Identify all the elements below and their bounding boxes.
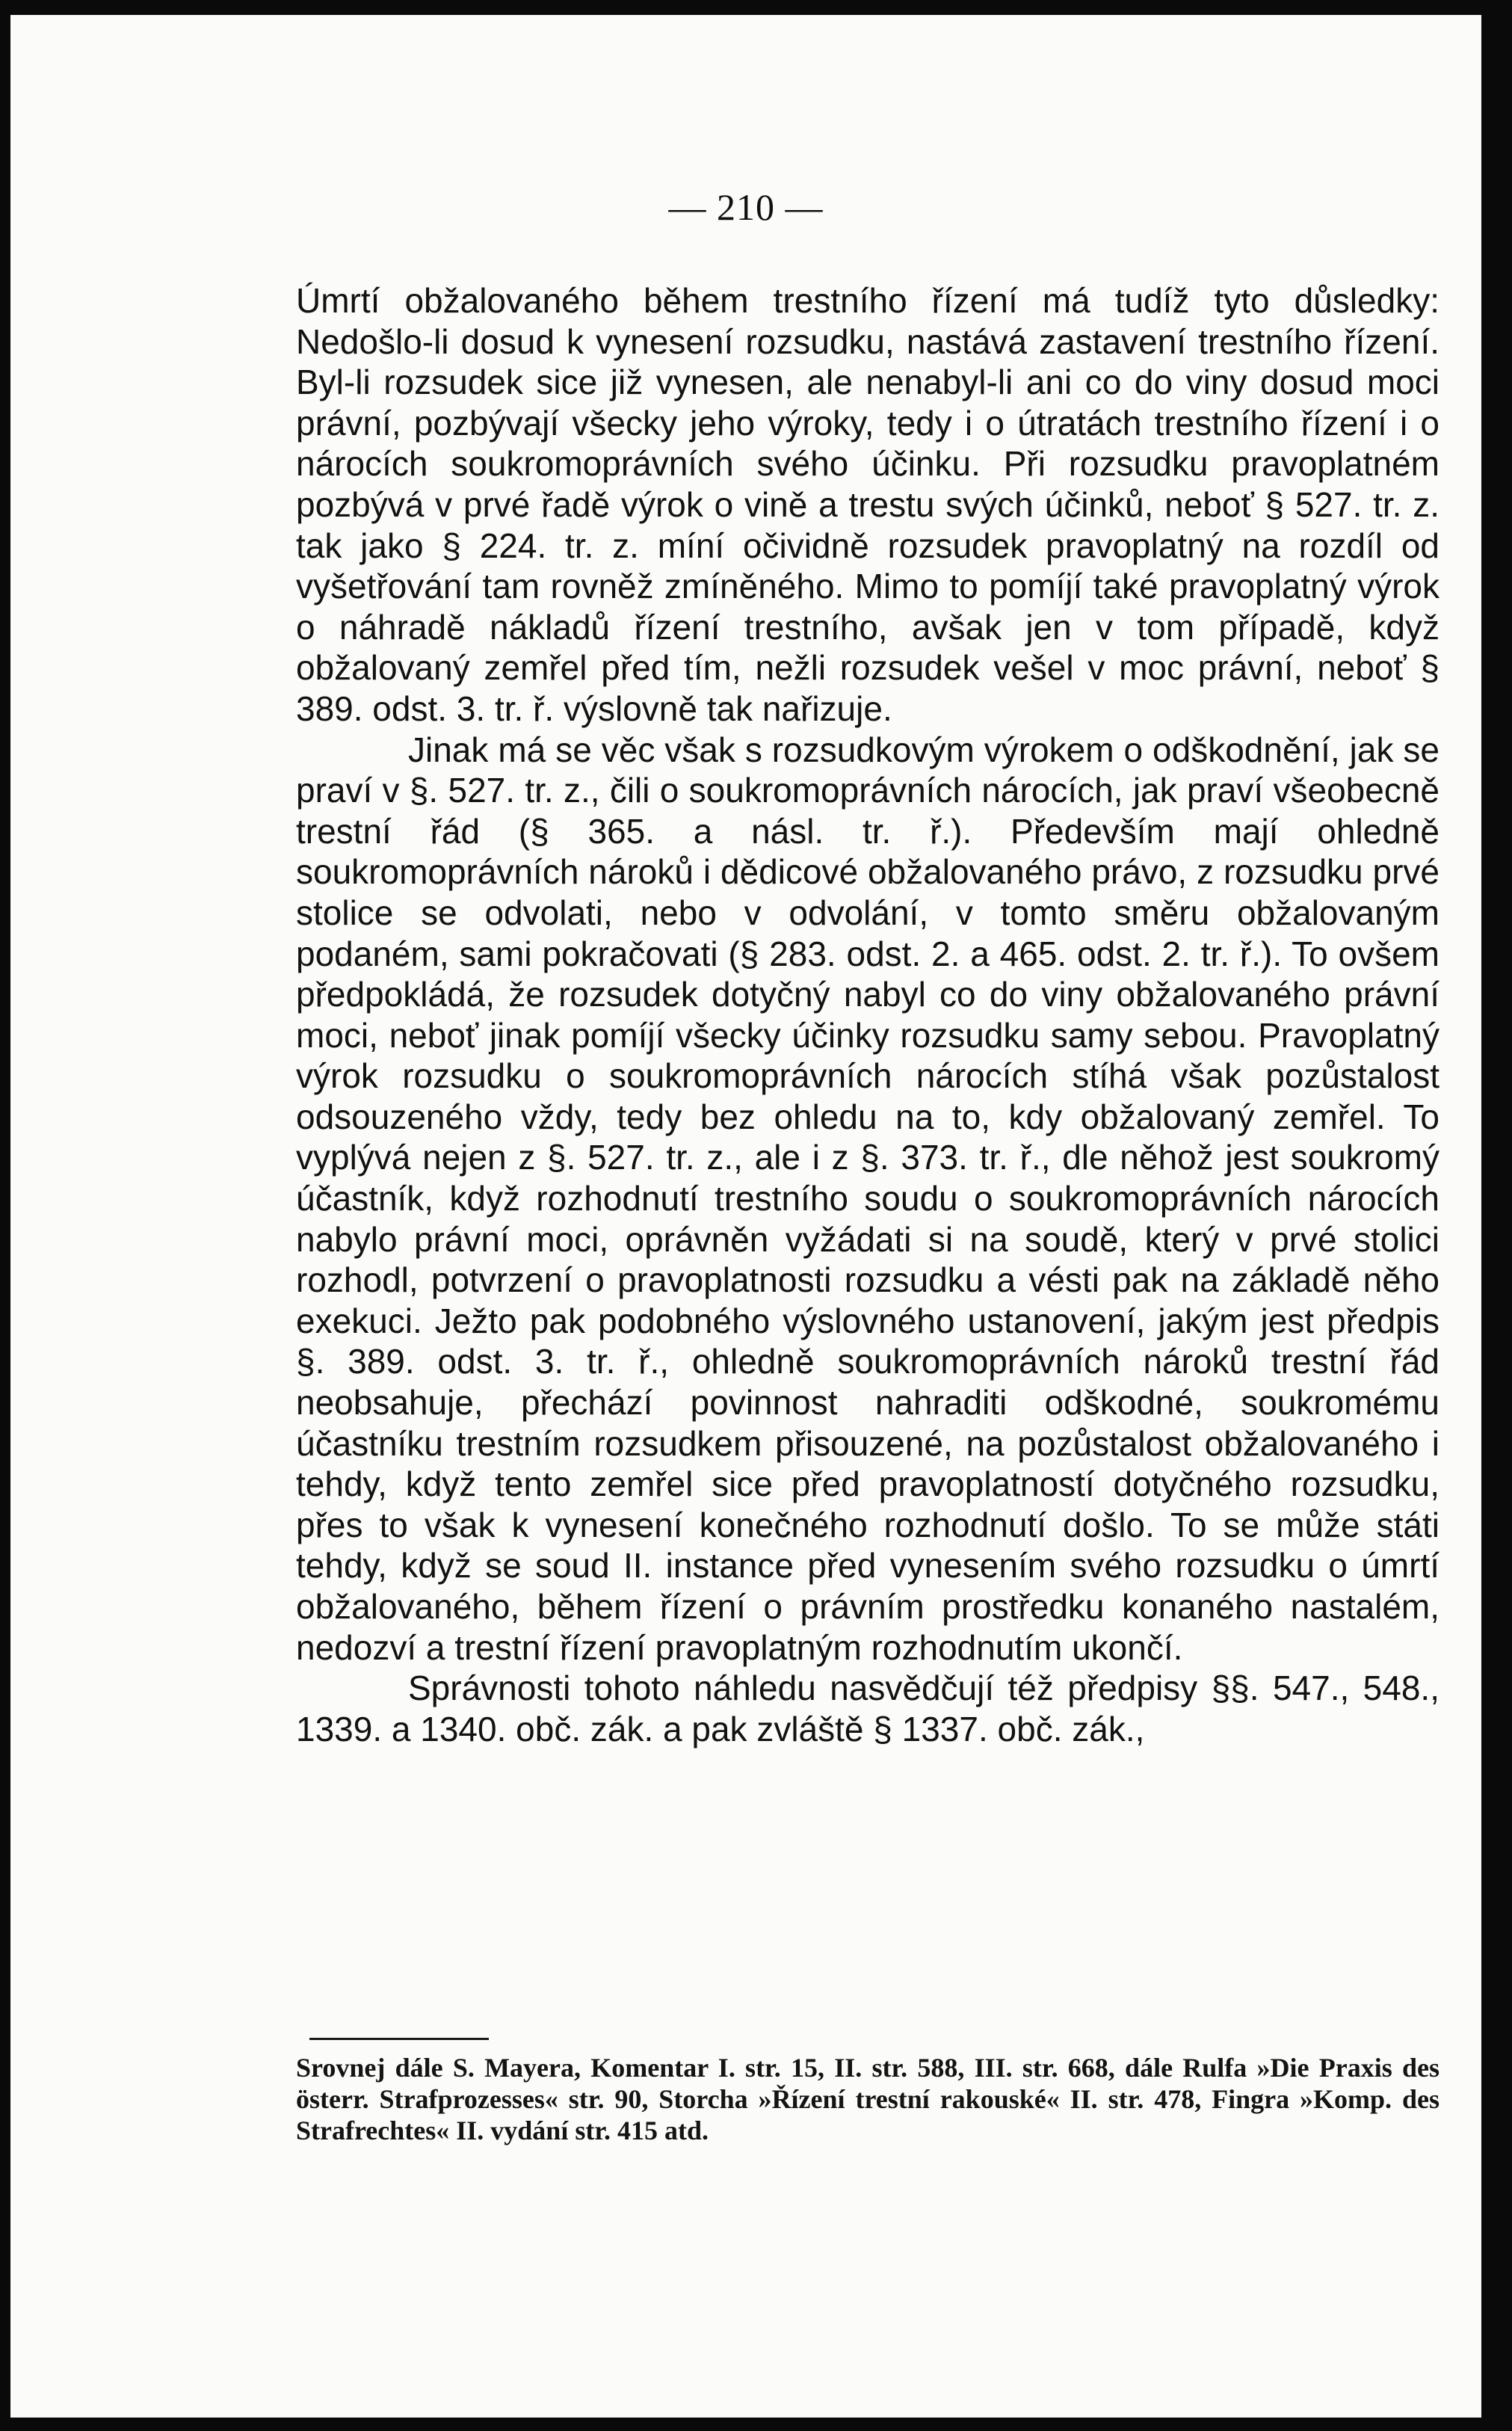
footnote-divider [309, 2038, 489, 2040]
paragraph-2: Jinak má se věc však s rozsudkovým výrokem o odškodnění, jak se praví v §. 527. tr. z., čili o soukromoprávních nárocích, jak praví všeobecně trestní řád (§ 365. a násl. tr. ř.). Především mají ohledně soukromoprávních nároků i dědicové obžalovaného právo, z rozsudku prvé stolice se odvolati, nebo v odvolání, v tomto směru obžalovaným podaném, sami pokračovati (§ 283. odst. 2. a 465. odst. 2. tr. ř.). To ovšem předpokládá, že rozsudek dotyčný nabyl co do viny obžalovaného právní moci, neboť jinak pomíjí všecky účinky rozsudku samy sebou. Pravoplatný výrok rozsudku o soukromoprávních nárocích stíhá však pozůstalost odsouzeného vždy, tedy bez ohledu na to, kdy obžalovaný zemřel. To vyplývá nejen z §. 527. tr. z., ale i z §. 373. tr. ř., dle něhož jest soukromý účastník, když rozhodnutí trestního soudu o soukromoprávních nárocích nabylo právní moci, oprávněn vyžádati si na soudě, který v prvé stolici rozhodl, potvrzení o pravoplatnosti rozsudku a vésti pak na základě něho exekuci. Ježto pak podobného výslovného ustanovení, jakým jest předpis §. 389. odst. 3. tr. ř., ohledně soukromoprávních nároků trestní řád neobsahuje, přechází povinnost nahraditi odškodné, soukromému účastníku trestním rozsudkem přisouzené, na pozůstalost obžalovaného i tehdy, když tento zemřel sice před pravoplatností dotyčného rozsudku, přes to však k vynesení konečného rozhodnutí došlo. To se může státi tehdy, když se soud II. instance před vynesením svého rozsudku o úmrtí obžalovaného, během řízení o právním prostředku konaného nastalém, nedozví a trestní řízení pravoplatným rozhodnutím ukončí. [296, 730, 1440, 1667]
footnote [296, 2052, 1440, 2146]
page-number: — 210 — [668, 186, 824, 228]
paragraph-1: Úmrtí obžalovaného během trestního řízení má tudíž tyto důsledky: Nedošlo-li dosud k vynesení rozsudku, nastává zastavení trestního řízení. Byl-li rozsudek sice již vynesen, ale nenabyl-li ani co do viny dosud moci právní, pozbývají všecky jeho výroky, tedy i o útratách trestního řízení i o nárocích soukromoprávních svého účinku. Při rozsudku pravoplatném pozbývá v prvé řadě výrok o vině a trestu svých účinků, neboť § 527. tr. z. tak jako § 224. tr. z. míní očividně rozsudek pravoplatný na rozdíl od vyšetřování tam rovněž zmíněného. Mimo to pomíjí také pravoplatný výrok o náhradě nákladů řízení trestního, avšak jen v tom případě, když obžalovaný zemřel před tím, nežli rozsudek vešel v moc právní, neboť § 389. odst. 3. tr. ř. výslovně tak nařizuje. [296, 281, 1440, 728]
paragraph-3: Správnosti tohoto náhledu nasvědčují též předpisy §§. 547., 548., 1339. a 1340. obč. zák. a pak zvláště § 1337. obč. zák., [296, 1669, 1440, 1748]
main-text [296, 280, 1440, 1749]
book-page [10, 15, 1481, 2418]
footnote-text: Srovnej dále S. Mayera, Komentar I. str. 15, II. str. 588, III. str. 668, dále Rulfa »Die Praxis des österr. Strafprozesses« str. 90, Storcha »Řízení trestní rakouské« II. str. 478, Fingra »Komp. des Strafrechtes« II. vydání str. 415 atd. [296, 2053, 1440, 2145]
